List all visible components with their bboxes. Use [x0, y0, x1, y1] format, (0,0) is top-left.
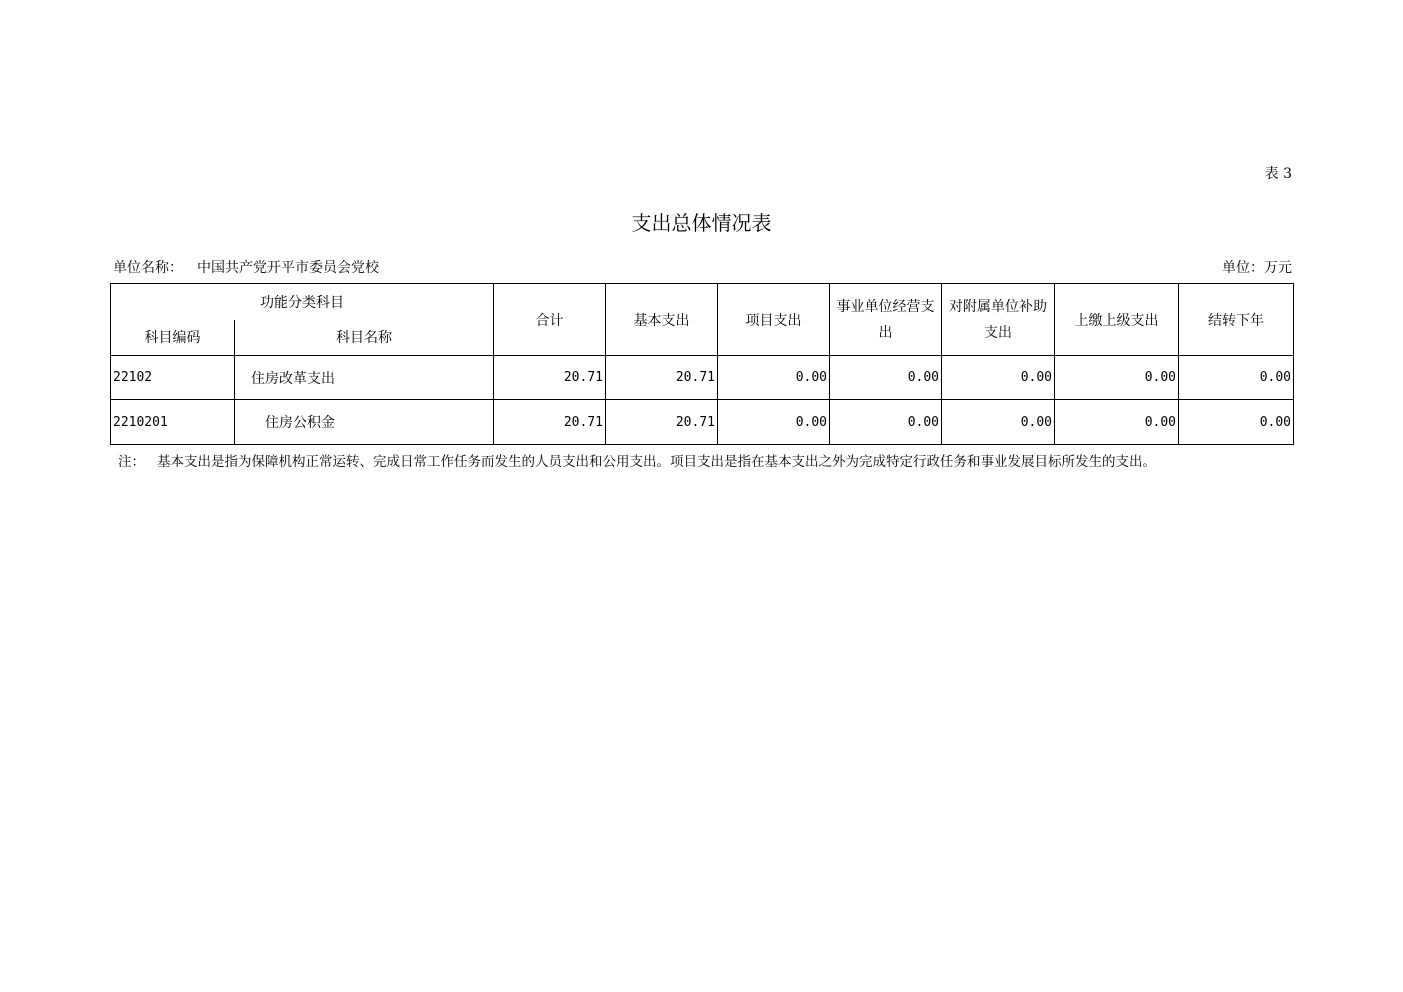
row-total: 20.71: [494, 400, 606, 445]
row-upper: 0.00: [1055, 356, 1179, 400]
row-carry: 0.00: [1179, 356, 1294, 400]
header-upper: 上缴上级支出: [1055, 284, 1179, 356]
expenditure-table: [110, 283, 1294, 445]
table-row: [111, 356, 1294, 400]
header-row-1: [111, 284, 1294, 320]
table-row: [111, 400, 1294, 445]
org-name: 中国共产党开平市委员会党校: [197, 260, 379, 276]
header-function-category: 功能分类科目: [111, 284, 494, 320]
row-code: 2210201: [111, 400, 235, 445]
row-subsidy: 0.00: [942, 400, 1055, 445]
row-name: 住房改革支出: [235, 356, 494, 400]
table-number: 表 3: [1264, 166, 1292, 182]
row-business: 0.00: [830, 356, 942, 400]
header-project: 项目支出: [718, 284, 830, 356]
unit-label: 单位：万元: [1222, 260, 1292, 276]
row-subsidy: 0.00: [942, 356, 1055, 400]
row-total: 20.71: [494, 356, 606, 400]
row-basic: 20.71: [606, 400, 718, 445]
row-business: 0.00: [830, 400, 942, 445]
header-carry: 结转下年: [1179, 284, 1294, 356]
header-subsidy: 对附属单位补助支出: [942, 284, 1055, 356]
header-code: 科目编码: [111, 320, 235, 356]
org-label: 单位名称：: [113, 260, 183, 276]
row-basic: 20.71: [606, 356, 718, 400]
footnote-text: 基本支出是指为保障机构正常运转、完成日常工作任务而发生的人员支出和公用支出。项目支出是指在基本支出之外为完成特定行政任务和事业发展目标所发生的支出。: [157, 454, 1156, 470]
row-project: 0.00: [718, 356, 830, 400]
row-carry: 0.00: [1179, 400, 1294, 445]
org-line: [113, 257, 379, 277]
row-upper: 0.00: [1055, 400, 1179, 445]
page-title: 支出总体情况表: [631, 211, 772, 235]
row-name: 住房公积金: [235, 400, 494, 445]
header-basic: 基本支出: [606, 284, 718, 356]
header-total: 合计: [494, 284, 606, 356]
footnote-label: 注：: [118, 454, 145, 470]
row-project: 0.00: [718, 400, 830, 445]
header-business: 事业单位经营支出: [830, 284, 942, 356]
header-name: 科目名称: [235, 320, 494, 356]
row-code: 22102: [111, 356, 235, 400]
footnote: [118, 450, 1156, 470]
